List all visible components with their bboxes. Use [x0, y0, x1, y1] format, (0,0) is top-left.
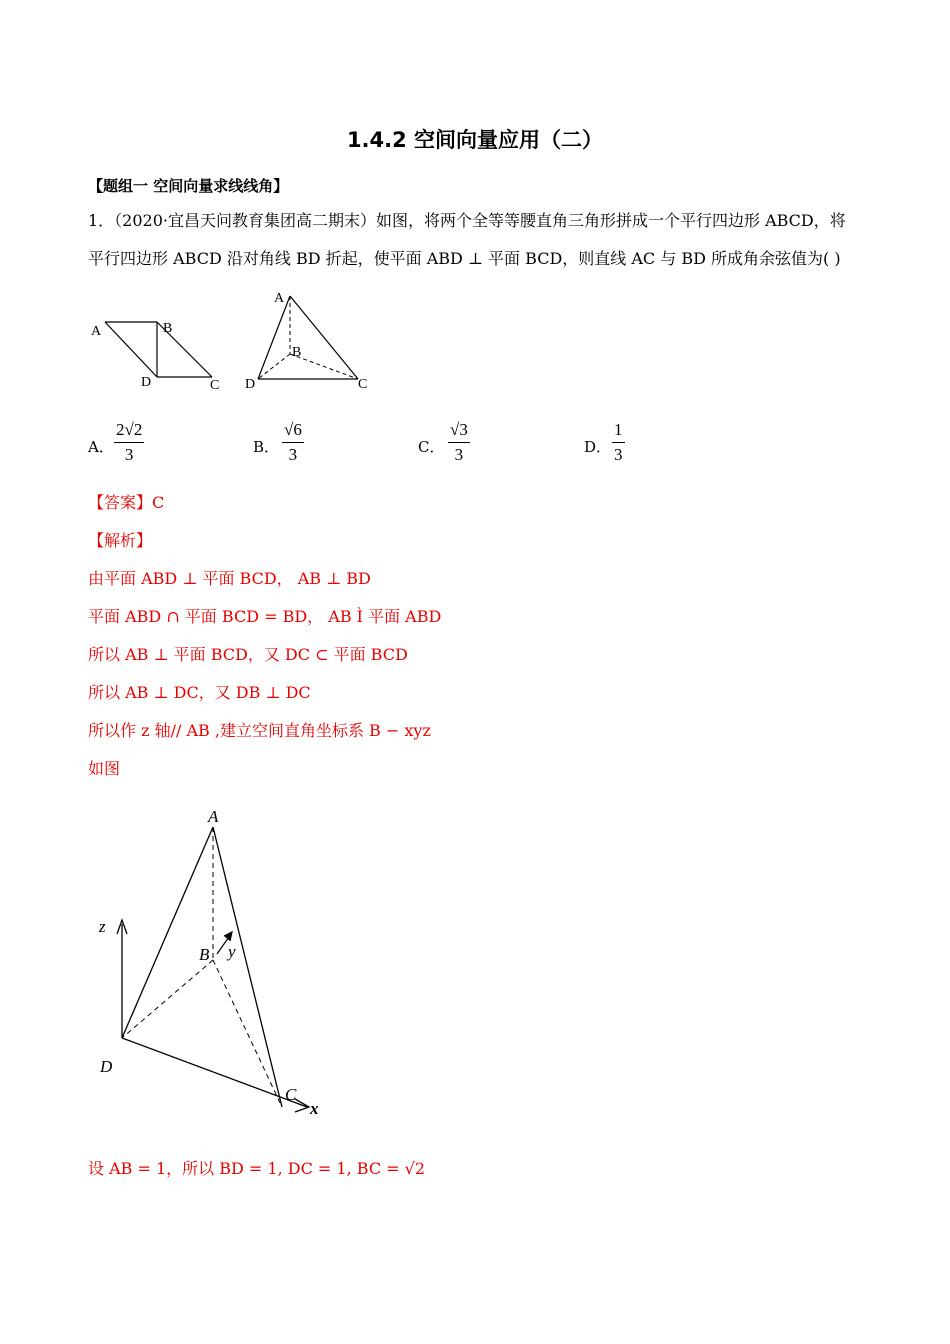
- option-d-fraction: 1 3: [614, 420, 623, 464]
- option-a-fraction: 2√2 3: [116, 420, 143, 464]
- question-line-1: 1．（2020·宜昌天问教育集团高二期末）如图，将两个全等等腰直角三角形拼成一个平行四边形 ABCD，将: [88, 211, 846, 230]
- option-a-label: A．: [88, 438, 114, 456]
- answer-line: 【答案】C: [88, 493, 165, 512]
- solution-line-4: 所以 AB ⊥ DC，又 DB ⊥ DC: [88, 683, 311, 702]
- option-c-fraction: √3 3: [450, 420, 468, 464]
- fig2-label-c: C: [358, 377, 368, 392]
- fig1-label-c: C: [210, 378, 220, 392]
- fig3-label-b: B: [199, 945, 210, 964]
- fig1-label-d: D: [141, 375, 152, 390]
- question-line-2: 平行四边形 ABCD 沿对角线 BD 折起，使平面 ABD ⊥ 平面 BCD，则直线 AC 与 BD 所成角余弦值为( ): [88, 249, 841, 268]
- fig3-label-c: C: [285, 1085, 297, 1104]
- fig2-label-d: D: [245, 377, 256, 392]
- coordinate-figure: [95, 800, 340, 1125]
- final-line: 设 AB = 1，所以 BD = 1, DC = 1, BC = √2: [88, 1159, 426, 1178]
- page-title: 1.4.2 空间向量应用（二）: [346, 128, 604, 152]
- fig2-label-b: B: [292, 345, 302, 360]
- analysis-heading: 【解析】: [88, 531, 153, 550]
- fig3-axis-x: x: [310, 1099, 319, 1118]
- solution-line-5: 所以作 z 轴// AB ,建立空间直角坐标系 B − xyz: [88, 721, 431, 740]
- fig3-label-a: A: [208, 807, 219, 826]
- solution-line-2: 平面 ABD ∩ 平面 BCD = BD， AB Ì 平面 ABD: [88, 607, 442, 626]
- parallelogram-figure: [85, 310, 230, 392]
- solution-line-3: 所以 AB ⊥ 平面 BCD，又 DC ⊂ 平面 BCD: [88, 645, 408, 664]
- fig1-label-b: B: [163, 321, 173, 336]
- fig1-label-a: A: [91, 324, 102, 339]
- option-d-label: D．: [584, 438, 612, 456]
- tetrahedron-figure: [240, 286, 380, 394]
- section-heading: 【题组一 空间向量求线线角】: [88, 177, 289, 195]
- fig3-label-d: D: [100, 1057, 113, 1076]
- fig3-axis-z: z: [99, 917, 106, 936]
- option-c-label: C．: [418, 438, 445, 456]
- solution-line-6: 如图: [88, 759, 121, 778]
- option-b-fraction: √6 3: [284, 420, 302, 464]
- solution-line-1: 由平面 ABD ⊥ 平面 BCD， AB ⊥ BD: [88, 569, 371, 588]
- option-b-label: B．: [253, 438, 280, 456]
- fig2-label-a: A: [274, 291, 285, 306]
- fig3-axis-y: y: [228, 942, 236, 961]
